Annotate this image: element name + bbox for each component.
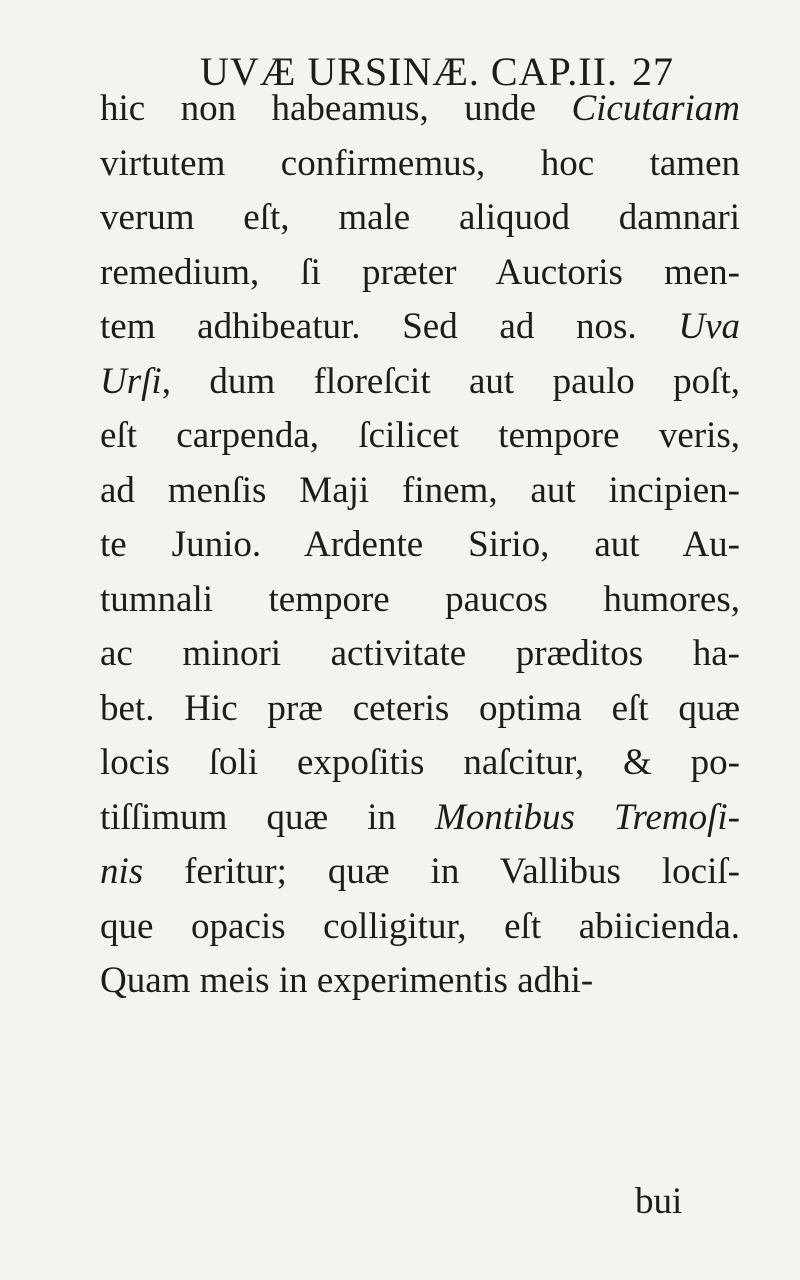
text-line <box>100 573 740 628</box>
text-segment: eſt carpenda, ſcilicet tempore veris, <box>100 415 740 456</box>
text-line <box>100 900 740 955</box>
text-segment: tumnali tempore paucos humores, <box>100 578 740 620</box>
text-segment: Montibus Tremoſi- <box>435 796 740 838</box>
text-line <box>100 736 740 791</box>
text-line <box>100 682 740 737</box>
text-segment: remedium, ſi præter Auctoris men- <box>100 251 740 293</box>
body-text <box>100 82 740 1009</box>
text-line <box>100 191 740 246</box>
text-segment: verum eſt, male aliquod damnari <box>100 197 740 238</box>
text-line <box>100 300 740 355</box>
text-segment: te Junio. Ardente Sirio, aut Au- <box>100 524 740 565</box>
text-segment: nis <box>100 851 144 892</box>
text-segment: , dum floreſcit aut paulo poſt, <box>161 360 740 402</box>
catchword: bui <box>635 1181 683 1222</box>
text-segment: Cicutariam <box>571 88 740 129</box>
text-segment: feritur; quæ in Vallibus lociſ- <box>143 851 740 892</box>
text-segment: tiſſimum quæ in <box>100 796 436 838</box>
text-segment: ad menſis Maji finem, aut incipien- <box>100 469 740 511</box>
text-segment: locis ſoli expoſitis naſcitur, & po- <box>100 742 740 783</box>
text-segment: hic non habeamus, unde <box>100 88 572 129</box>
text-segment: Urſi <box>100 360 162 402</box>
text-line <box>100 627 740 682</box>
text-segment: virtutem confirmemus, hoc tamen <box>100 142 740 184</box>
text-line <box>100 246 740 301</box>
text-line <box>100 409 740 464</box>
text-segment: bet. Hic præ ceteris optima eſt quæ <box>100 687 740 729</box>
text-line <box>100 464 740 519</box>
text-line <box>100 791 740 846</box>
text-line <box>100 82 740 137</box>
text-line <box>100 845 740 900</box>
text-segment: tem adhibeatur. Sed ad nos. <box>100 306 679 347</box>
text-line <box>100 137 740 192</box>
text-segment: ac minori activitate præditos ha- <box>100 633 740 674</box>
running-head-title: UVÆ URSINÆ. CAP.II. <box>200 49 618 94</box>
page-number: 27 <box>631 49 674 94</box>
text-segment: Quam meis in experimentis adhi- <box>100 960 594 1001</box>
text-segment: Uva <box>678 306 740 347</box>
text-line <box>100 954 740 1009</box>
text-line <box>100 355 740 410</box>
text-line <box>100 518 740 573</box>
text-segment: que opacis colligitur, eſt abiicienda. <box>100 905 740 947</box>
